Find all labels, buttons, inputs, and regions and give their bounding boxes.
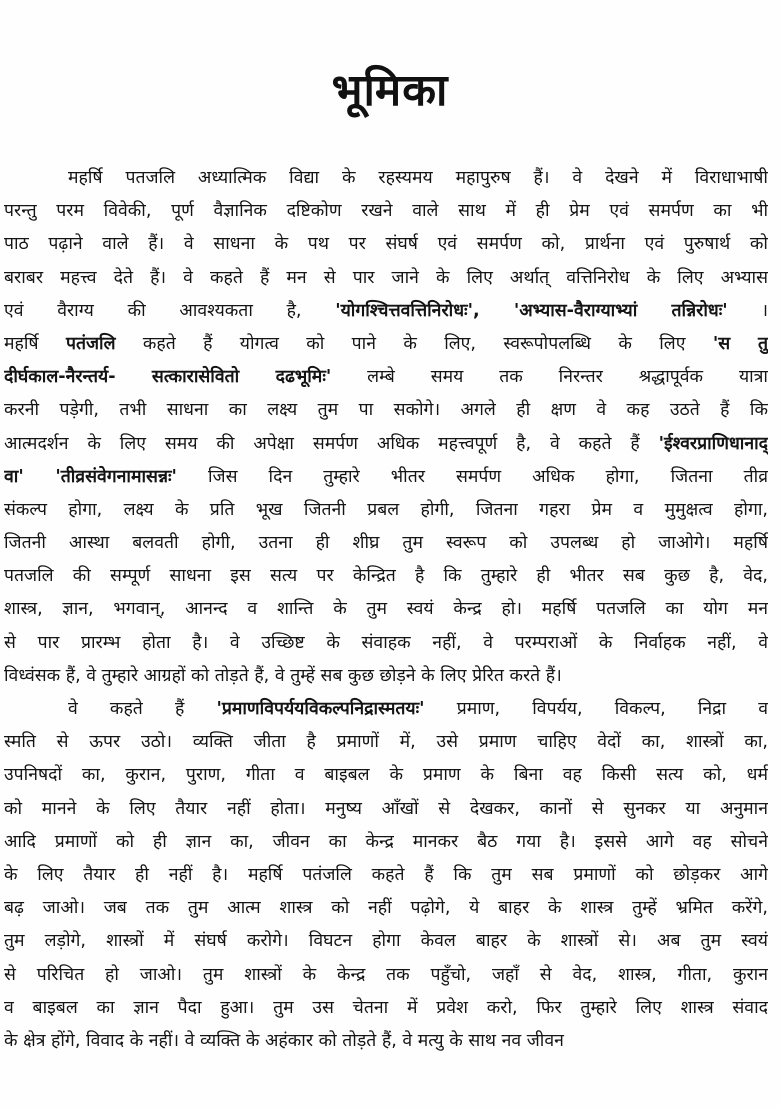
text-segment: वे कहते हैं	[68, 699, 217, 719]
text-line	[4, 394, 768, 427]
text-segment: कहते हैं योगत्व को पाने के लिए, स्वरूपोपलब्धि के लिए	[115, 333, 713, 354]
text-segment: लम्बे समय तक निरन्तर श्रद्धापूर्वक यात्रा	[331, 367, 768, 388]
text-line	[4, 195, 768, 228]
text-segment: से परिचित हो जाओ। तुम शास्त्रों के केन्द्र तक पहुँचो, जहाँ से वेद, शास्त्र, गीता, कुरान	[4, 964, 768, 985]
sutra-quote: वा' 'तीव्रसंवेगनामासन्नः'	[4, 466, 177, 487]
sutra-quote: दीर्घकाल-नैरन्तर्य- सत्कारासेवितो दढभूमिः'	[4, 367, 332, 388]
sutra-quote: 'प्रमाणविपर्ययविकल्पनिद्रास्मतयः'	[216, 699, 425, 719]
text-segment: ।	[727, 300, 768, 321]
sutra-quote: पतंजलि	[65, 333, 116, 354]
text-segment: को मानने के लिए तैयार नहीं होता। मनुष्य आँखों से देखकर, कानों से सुनकर या अनुमान	[4, 798, 768, 819]
text-segment: परन्तु परम विवेकी, पूर्ण वैज्ञानिक दष्टिकोण रखने वाले साथ में ही प्रेम एवं समर्पण का भी	[4, 201, 768, 222]
text-line	[4, 560, 768, 593]
text-segment: करनी पड़ेगी, तभी साधना का लक्ष्य तुम पा सकोगे। अगले ही क्षण वे कह उठते हैं कि	[4, 400, 768, 421]
text-line	[4, 759, 768, 792]
text-segment: प्रमाण, विपर्यय, विकल्प, निद्रा व	[424, 699, 768, 719]
text-segment: शास्त्र, ज्ञान, भगवान्, आनन्द व शान्ति के तुम स्वयं केन्द्र हो। महर्षि पतजलि का योग मन	[4, 599, 768, 620]
text-segment: पाठ पढ़ाने वाले हैं। वे साधना के पथ पर संघर्ष एवं समर्पण को, प्रार्थना एवं पुरुषार्थ को	[4, 234, 768, 255]
text-line	[4, 262, 768, 295]
text-line	[4, 494, 768, 527]
text-line	[4, 328, 768, 361]
text-line	[4, 428, 768, 461]
text-segment: महर्षि पतजलि अध्यात्मिक विद्या के रहस्यमय महापुरुष हैं। वे देखने में विराधाभाषी	[68, 168, 768, 188]
text-line	[4, 593, 768, 626]
text-line	[4, 527, 768, 560]
text-segment: बढ़ जाओ। जब तक तुम आत्म शास्त्र को नहीं पढ़ोगे, ये बाहर के शास्त्र तुम्हें भ्रमित करेंगे,	[4, 898, 768, 919]
text-line	[4, 660, 768, 693]
text-line	[4, 726, 768, 759]
sutra-quote: 'स तु	[712, 333, 768, 354]
page-title: भूमिका	[331, 65, 449, 116]
text-segment: के लिए तैयार ही नहीं है। महर्षि पतंजलि कहते हैं कि तुम सब प्रमाणों को छोड़कर आगे	[4, 864, 768, 885]
text-segment: तुम लड़ोगे, शास्त्रों में संघर्ष करोगे। विघटन होगा केवल बाहर के शास्त्रों से। अब तुम स्वयं	[4, 931, 768, 952]
text-line	[4, 627, 768, 660]
text-segment: जिस दिन तुम्हारे भीतर समर्पण अधिक होगा, जितना तीव्र	[176, 466, 768, 487]
sutra-quote: 'योगश्चित्तवत्तिनिरोधः', 'अभ्यास-वैराग्याभ्यां तन्निरोधः'	[335, 300, 728, 321]
text-segment: उपनिषदों का, कुरान, पुराण, गीता व बाइबल के प्रमाण के बिना वह किसी सत्य को, धर्म	[4, 765, 768, 786]
text-line	[4, 859, 768, 892]
text-line	[4, 959, 768, 992]
text-segment: पतजलि की सम्पूर्ण साधना इस सत्य पर केन्द्रित है कि तुम्हारे ही भीतर सब कुछ है, वेद,	[4, 566, 768, 587]
text-segment: के क्षेत्र होंगे, विवाद के नहीं। वे व्यक्ति के अहंकार को तोड़ते हैं, वे मत्यु के साथ नव जीवन	[4, 1030, 564, 1051]
text-segment: व बाइबल का ज्ञान पैदा हुआ। तुम उस चेतना में प्रवेश करो, फिर तुम्हारे लिए शास्त्र संवाद	[4, 997, 768, 1018]
text-segment: महर्षि	[4, 333, 66, 354]
text-segment: बराबर महत्त्व देते हैं। वे कहते हैं मन से पार जाने के लिए अर्थात् वत्तिनिरोध के लिए अभ्यास	[4, 267, 768, 288]
text-line	[4, 162, 768, 195]
text-line	[4, 361, 768, 394]
text-line	[4, 892, 768, 925]
text-line	[4, 793, 768, 826]
text-line	[4, 228, 768, 261]
text-segment: स्मति से ऊपर उठो। व्यक्ति जीता है प्रमाणों में, उसे प्रमाण चाहिए वेदों का, शास्त्रों का,	[4, 732, 768, 753]
text-segment: एवं वैराग्य की आवश्यकता है,	[4, 300, 336, 321]
text-line	[4, 295, 768, 328]
text-line	[4, 925, 768, 958]
sutra-quote: 'ईश्वरप्राणिधानाद्	[658, 433, 768, 454]
text-line	[4, 693, 768, 726]
text-segment: आत्मदर्शन के लिए समय की अपेक्षा समर्पण अधिक महत्त्वपूर्ण है, वे कहते हैं	[4, 433, 659, 454]
text-segment: विध्वंसक हैं, वे तुम्हारे आग्रहों को तोड़ते हैं, वे तुम्हें सब कुछ छोड़ने के लिए प्रेरित करते हैं।	[4, 665, 562, 686]
text-line	[4, 992, 768, 1025]
text-line	[4, 826, 768, 859]
text-line	[4, 1025, 768, 1058]
text-line	[4, 461, 768, 494]
text-segment: आदि प्रमाणों को ही ज्ञान का, जीवन का केन्द्र मानकर बैठ गया है। इससे आगे वह सोचने	[4, 831, 768, 852]
text-segment: संकल्प होगा, लक्ष्य के प्रति भूख जितनी प्रबल होगी, जितना गहरा प्रेम व मुमुक्षत्व होगा,	[4, 499, 768, 520]
text-segment: जितनी आस्था बलवती होगी, उतना ही शीघ्र तुम स्वरूप को उपलब्ध हो जाओगे। महर्षि	[4, 533, 768, 554]
preface-body	[4, 162, 768, 1058]
text-segment: से पार प्रारम्भ होता है। वे उच्छिष्ट के संवाहक नहीं, वे परम्पराओं के निर्वाहक नहीं, वे	[4, 632, 768, 653]
